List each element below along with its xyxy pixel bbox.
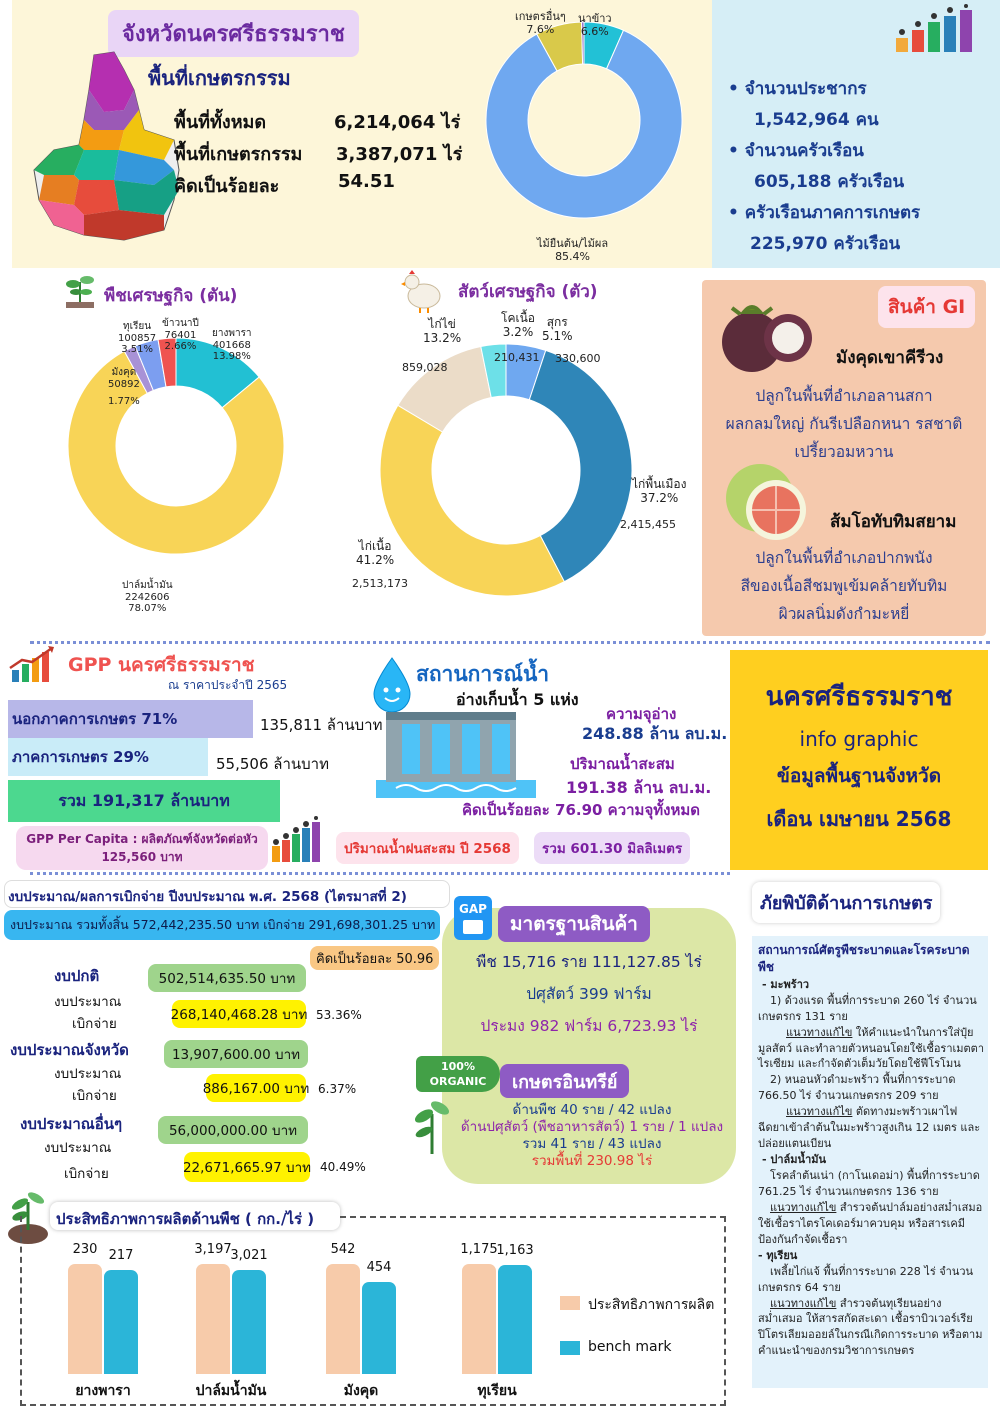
- info-box-line-1: info graphic: [799, 727, 919, 751]
- live-beef-label: [501, 312, 535, 340]
- bar-2-0: [326, 1264, 360, 1374]
- budget-group-3-budget-text: 56,000,000.00 บาท: [168, 1123, 298, 1139]
- gpp-agri-label: ภาคการเกษตร 29%: [12, 748, 149, 766]
- gi-item-1-line-2: ผลกลมใหญ่ กันรีเปลือกหนา รสชาติ: [725, 415, 963, 433]
- livestock-donut: [378, 342, 634, 598]
- live-broiler-value: 2,513,173: [352, 577, 408, 590]
- gpp-agri-value: 55,506 ล้านบาท: [216, 755, 329, 773]
- budget-group-2-budget: [164, 1040, 308, 1068]
- disaster-coconut-p2-text: ให้คำแนะนำในการใส่ปุ๋ยมูลสัตว์ และทำลายตัวหนอนโดยใช้เชื้อราเมตตาไรเซียม และกำจัดตัวเต็มวัยโดยใช้ฟีโรโมน: [758, 1025, 984, 1071]
- gpp-nonagri-label: นอกภาคการเกษตร 71%: [12, 710, 178, 728]
- land-other-pct: 7.6%: [526, 22, 555, 36]
- pomelo-icon: [712, 456, 822, 546]
- water-capacity-label: ความจุอ่าง: [606, 705, 677, 723]
- budget-group-1-spent: [172, 1000, 306, 1028]
- budget-group-2-spent-text: 886,167.00 บาท: [202, 1081, 310, 1097]
- disaster-coconut-p2-guide: แนวทางแก้ไข: [786, 1025, 853, 1039]
- organic-line-total: รวม 41 ราย / 43 แปลง: [522, 1136, 662, 1152]
- water-stored-label: ปริมาณน้ำสะสม: [570, 755, 675, 773]
- organic-title: [500, 1064, 629, 1098]
- disaster-coconut-p4-text: ตัดทางมะพร้าวเผาไฟฉีดยาเข้าลำต้นในมะพร้าวสูงเกิน 12 เมตร และปล่อยแตนเบียน: [758, 1105, 981, 1151]
- bar-3-0: [462, 1264, 496, 1374]
- gpp-per-capita-value: 125,560 บาท: [101, 850, 183, 864]
- gpp-per-capita-label: GPP Per Capita : ผลิตภัณฑ์จังหวัดต่อหัว: [26, 832, 258, 846]
- budget-group-1-spent-label: เบิกจ่าย: [72, 1016, 117, 1032]
- gi-item-2-line-3: ผิวผลนิ่มดังกำมะหยี่: [778, 605, 910, 623]
- standards-line-livestock: ปศุสัตว์ 399 ฟาร์ม: [526, 985, 652, 1003]
- category-label-1: ปาล์มน้ำมัน: [195, 1383, 267, 1399]
- bar-0-1: [104, 1270, 138, 1374]
- land-rice-label: [578, 13, 612, 38]
- crop-palm-name: ปาล์มน้ำมัน: [122, 580, 173, 591]
- legend-bench-label: bench mark: [588, 1339, 672, 1355]
- organic-line-plants: ด้านพืช 40 ราย / 42 แปลง: [512, 1102, 672, 1118]
- divider-2: [30, 872, 730, 875]
- gpp-subtitle: ณ ราคาประจำปี 2565: [168, 678, 288, 692]
- land-rice-name: นาข้าว: [578, 12, 612, 25]
- budget-group-3-name: งบประมาณอื่นๆ: [20, 1115, 123, 1133]
- gpp-total: รวม 191,317 ล้านบาท: [58, 790, 230, 810]
- crop-rubber-value: 401668: [212, 339, 251, 351]
- water-stored-percent: คิดเป็นร้อยละ 76.90 ความจุทั้งหมด: [462, 801, 700, 819]
- budget-group-1-spent-text: 268,140,468.28 บาท: [170, 1007, 308, 1023]
- agri-household-label-text: ครัวเรือนภาคการเกษตร: [744, 203, 921, 223]
- budget-group-2-spent: [202, 1074, 310, 1102]
- bar-0-0: [68, 1264, 102, 1374]
- bar-3-1: [498, 1265, 532, 1374]
- land-tree-label: [537, 238, 608, 263]
- budget-group-1-name: งบปกติ: [54, 967, 100, 985]
- budget-group-2-spent-label: เบิกจ่าย: [72, 1088, 117, 1104]
- live-layer-pct: 13.2%: [423, 330, 462, 345]
- gi-item-2-line-2: สีของเนื้อสีชมพูเข้มคล้ายทับทิม: [740, 577, 948, 595]
- standards-lines: [446, 946, 732, 1042]
- disaster-coconut-p1: 1) ด้วงแรด พื้นที่การระบาด 260 ไร่ จำนวนเกษตรกร 131 ราย: [758, 993, 977, 1023]
- gi-item-1-line-1: ปลูกในพื้นที่อำเภอลานสกา: [755, 387, 933, 405]
- budget-overall-percent-text: คิดเป็นร้อยละ 50.96: [316, 951, 434, 967]
- organic-lines: [452, 1102, 732, 1170]
- household-label-text: จำนวนครัวเรือน: [744, 141, 864, 161]
- budget-summary-text: งบประมาณ รวมทั้งสิ้น 572,442,235.50 บาท เบิกจ่าย 291,698,301.25 บาท: [10, 917, 436, 932]
- category-label-2: มังคุด: [343, 1383, 379, 1399]
- live-layer-label: [423, 318, 461, 346]
- disaster-palm-p2-guide: แนวทางแก้ไข: [770, 1200, 837, 1214]
- water-title: สถานการณ์น้ำ: [416, 662, 550, 686]
- crops-title: พืชเศรษฐกิจ (ตัน): [104, 286, 238, 306]
- dam-icon: [376, 710, 536, 800]
- budget-group-3-budget: [158, 1116, 308, 1144]
- live-native-pct: 37.2%: [640, 490, 679, 505]
- land-rice-pct: 6.6%: [580, 24, 609, 38]
- budget-group-2-budget-text: 13,907,600.00 บาท: [171, 1047, 301, 1063]
- live-pig-value: 330,600: [555, 352, 601, 365]
- budget-group-3-spent: [184, 1152, 310, 1182]
- population-label: • จำนวนประชากร: [728, 79, 867, 99]
- rain-label: [336, 832, 519, 864]
- bar-label-2-1: 454: [366, 1260, 392, 1275]
- efficiency-bars: [20, 1216, 550, 1406]
- efficiency-title: ประสิทธิภาพการผลิตด้านพืช ( กก./ไร่ ): [56, 1210, 315, 1228]
- live-pig-label: [542, 316, 573, 344]
- organic-badge: [416, 1056, 500, 1092]
- rain-value-text: รวม 601.30 มิลลิเมตร: [542, 841, 683, 857]
- budget-group-2-percent: 6.37%: [318, 1082, 357, 1096]
- crop-rice-name: ข้าวนาปี: [162, 318, 199, 329]
- bar-label-0-0: 230: [72, 1242, 98, 1257]
- budget-summary: [4, 910, 440, 940]
- crop-mangosteen-value: 50892: [108, 378, 140, 390]
- organic-line-livestock: ด้านปศุสัตว์ (พืชอาหารสัตว์) 1 ราย / 1 แปลง: [460, 1119, 724, 1135]
- budget-overall-percent: [310, 946, 439, 970]
- agri-household-label: • ครัวเรือนภาคการเกษตร: [728, 203, 921, 223]
- area-title: พื้นที่เกษตรกรรม: [148, 66, 291, 90]
- gi-item-1-name: มังคุดเขาคีรีวง: [836, 348, 944, 368]
- budget-group-2-name: งบประมาณจังหวัด: [10, 1041, 129, 1059]
- disaster-palm: - ปาล์มน้ำมัน: [762, 1153, 827, 1167]
- livestock-title: สัตว์เศรษฐกิจ (ตัว): [458, 282, 598, 302]
- budget-group-3-spent-label: เบิกจ่าย: [64, 1166, 109, 1182]
- water-stored-value: 191.38 ล้าน ลบ.ม.: [566, 778, 712, 797]
- organic-badge-1: 100%: [441, 1060, 475, 1073]
- bar-1-0: [196, 1264, 230, 1374]
- live-layer-name: ไก่ไข่: [428, 317, 456, 331]
- disaster-durian-p1: เพลี้ยไก่แจ้ พื้นที่การระบาด 228 ไร่ จำนวนเกษตรกร 64 ราย: [758, 1264, 974, 1294]
- household-value: 605,188 ครัวเรือน: [754, 172, 905, 192]
- crops-donut: [66, 336, 286, 556]
- growth-chart-icon: [8, 644, 58, 684]
- live-pig-pct: 5.1%: [542, 328, 573, 343]
- crop-mangosteen-name: มังคุด: [111, 367, 137, 378]
- gpp-total-bar: [8, 780, 280, 822]
- livestock-slice-2: [380, 405, 564, 596]
- bar-label-2-0: 542: [330, 1242, 356, 1257]
- organic-badge-2: ORGANIC: [429, 1075, 487, 1088]
- crop-rubber-label: [212, 328, 252, 363]
- crops-donut-svg: [66, 336, 286, 556]
- standards-title: [498, 906, 650, 942]
- livestock-donut-svg: [378, 342, 634, 598]
- disaster-coconut-p4-guide: แนวทางแก้ไข: [786, 1105, 853, 1119]
- standards-line-plants: พืช 15,716 ราย 111,127.85 ไร่: [476, 953, 702, 971]
- total-area-value: 6,214,064 ไร่: [334, 112, 461, 133]
- disaster-durian-p2: [758, 1296, 984, 1360]
- legend-actual-label: ประสิทธิภาพการผลิต: [588, 1297, 715, 1313]
- land-other-name: เกษตรอื่นๆ: [515, 10, 566, 23]
- bar-label-1-1: 3,021: [230, 1248, 268, 1263]
- land-use-donut: [484, 20, 684, 220]
- gap-badge-text: GAP: [459, 902, 487, 916]
- budget-group-1-budget-text: 502,514,635.50 บาท: [158, 971, 296, 987]
- rain-value: [534, 832, 690, 864]
- budget-group-1-percent: 53.36%: [316, 1008, 362, 1022]
- crop-durian-label: [118, 321, 156, 356]
- disaster-content: [758, 942, 984, 1359]
- agri-percent-value: 54.51: [338, 171, 395, 192]
- population-value: 1,542,964 คน: [754, 110, 879, 130]
- gpp-nonagri-bar: [8, 700, 253, 738]
- gpp-nonagri-value: 135,811 ล้านบาท: [260, 716, 383, 734]
- household-label: • จำนวนครัวเรือน: [728, 141, 864, 161]
- live-beef-pct: 3.2%: [502, 324, 534, 339]
- gi-item-2-desc: [706, 544, 982, 628]
- water-capacity-value: 248.88 ล้าน ลบ.ม.: [582, 724, 728, 743]
- bar-label-3-0: 1,175: [460, 1242, 498, 1257]
- bar-label-1-0: 3,197: [194, 1242, 232, 1257]
- crop-rice-value: 76401: [164, 329, 197, 341]
- live-beef-value: 210,431: [494, 351, 540, 364]
- gap-badge-lines: [463, 920, 483, 934]
- disaster-durian: - ทุเรียน: [758, 1248, 798, 1262]
- crop-rubber-name: ยางพารา: [212, 328, 252, 339]
- disaster-coconut-p4: [758, 1104, 984, 1152]
- chicken-icon: [400, 268, 446, 314]
- disaster-durian-p2-guide: แนวทางแก้ไข: [770, 1296, 837, 1310]
- water-drop-icon: [370, 656, 414, 714]
- live-native-label: [632, 478, 687, 506]
- land-tree-name: ไม้ยืนต้น/ไม้ผล: [537, 237, 609, 250]
- sprout-icon: [412, 1094, 452, 1154]
- disaster-coconut-p3: 2) หนอนหัวดำมะพร้าว พื้นที่การระบาด 766.50 ไร่ จำนวนเกษตรกร 209 ราย: [758, 1073, 956, 1103]
- gi-item-2-name: ส้มโอทับทิมสยาม: [830, 512, 957, 532]
- budget-group-1-budget-label: งบประมาณ: [54, 994, 122, 1010]
- info-box-line-3: เดือน เมษายน 2568: [766, 807, 952, 831]
- live-layer-value: 859,028: [402, 361, 448, 374]
- bar-1-1: [232, 1270, 266, 1374]
- gi-item-2-line-1: ปลูกในพื้นที่อำเภอปากพนัง: [755, 549, 933, 567]
- total-area-label: พื้นที่ทั้งหมด: [174, 112, 267, 133]
- crop-rice-pct: 2.66%: [164, 341, 197, 352]
- legend-bench-swatch: [560, 1341, 580, 1355]
- info-box-title: นครศรีธรรมราช: [765, 682, 953, 712]
- crop-palm-value: 2242606: [125, 591, 170, 603]
- plant-icon: [62, 270, 98, 310]
- land-use-donut-svg: [484, 20, 684, 220]
- crop-rice-label: [162, 318, 199, 353]
- gpp-title: GPP นครศรีธรรมราช: [68, 654, 255, 676]
- agri-percent-label: คิดเป็นร้อยละ: [174, 176, 280, 197]
- divider-1: [30, 641, 990, 644]
- budget-group-3-spent-text: 22,671,665.97 บาท: [182, 1160, 312, 1176]
- population-list: [728, 74, 988, 260]
- budget-group-1-budget: [148, 964, 306, 992]
- live-native-name: ไก่พื้นเมือง: [632, 477, 687, 491]
- land-other-label: [515, 11, 566, 36]
- live-broiler-label: [356, 540, 394, 568]
- budget-group-3-percent: 40.49%: [320, 1160, 366, 1174]
- crop-durian-value: 100857: [118, 332, 157, 344]
- water-reservoir: อ่างเก็บน้ำ 5 แห่ง: [456, 690, 579, 709]
- budget-group-3-budget-label: งบประมาณ: [44, 1140, 112, 1156]
- budget-group-2-budget-label: งบประมาณ: [54, 1066, 122, 1082]
- legend-actual-swatch: [560, 1296, 580, 1310]
- rain-label-text: ปริมาณน้ำฝนสะสม ปี 2568: [344, 841, 511, 857]
- category-label-0: ยางพารา: [75, 1383, 131, 1399]
- organic-line-area: รวมพื้นที่ 230.98 ไร่: [531, 1153, 653, 1169]
- gap-badge: [454, 896, 492, 940]
- category-label-3: ทุเรียน: [477, 1383, 517, 1399]
- info-box: [730, 650, 988, 870]
- crop-mangosteen-pct: 1.77%: [108, 396, 140, 407]
- standards-line-fishery: ประมง 982 ฟาร์ม 6,723.93 ไร่: [480, 1017, 698, 1035]
- disaster-durian-p2-text: สำรวจต้นทุเรียนอย่างสม่ำเสมอ ให้สารสกัดสะเดา เชื้อราบิวเวอร์เรีย ปิโตรเลียมออยล์ในกรณีเกิดการระบาด หรือตามคำแนะนำของกรมวิชาการเกษตร: [758, 1296, 983, 1358]
- crop-durian-pct: 3.51%: [121, 344, 153, 355]
- crop-palm-label: [122, 580, 173, 615]
- land-tree-pct: 85.4%: [555, 249, 591, 263]
- gi-item-1-line-3: เปรี้ยวอมหวาน: [794, 443, 894, 461]
- gpp-per-capita: [16, 826, 268, 870]
- disaster-heading: สถานการณ์ศัตรูพืชระบาดและโรคระบาดพืช: [758, 943, 970, 975]
- crop-durian-name: ทุเรียน: [123, 321, 152, 332]
- province-title: จังหวัดนครศรีธรรมราช: [108, 10, 359, 57]
- organic-title-text: เกษตรอินทรีย์: [512, 1071, 618, 1093]
- disaster-coconut: - มะพร้าว: [762, 977, 810, 991]
- disaster-palm-p2: [758, 1200, 984, 1248]
- crop-rubber-pct: 13.98%: [212, 351, 251, 362]
- bar-2-1: [362, 1282, 396, 1374]
- live-pig-name: สุกร: [546, 315, 568, 329]
- budget-title: งบประมาณ/ผลการเบิกจ่าย ปีงบประมาณ พ.ศ. 2568 (ไตรมาสที่ 2): [8, 889, 407, 905]
- mangosteen-icon: [712, 284, 818, 380]
- disaster-palm-p2-text: สำรวจต้นปาล์มอย่างสม่ำเสมอ ใช้เชื้อราไตรโคเดอร์มาควบคุม หรือสารเคมีป้องกันกำจัดเชื้อรา: [758, 1200, 983, 1246]
- crop-mangosteen-label: [108, 367, 140, 408]
- people-bar-icon: [270, 816, 322, 864]
- population-chart-icon: [892, 4, 976, 54]
- agri-household-value: 225,970 ครัวเรือน: [750, 234, 901, 254]
- disaster-palm-p1: โรคลำต้นเน่า (กาโนเดอม่า) พื้นที่การระบาด 761.25 ไร่ จำนวนเกษตรกร 136 ราย: [758, 1169, 980, 1198]
- gi-title: สินค้า GI: [878, 286, 975, 328]
- live-native-value: 2,415,455: [620, 518, 676, 531]
- agri-area-label: พื้นที่เกษตรกรรม: [174, 144, 303, 165]
- info-box-line-2: ข้อมูลพื้นฐานจังหวัด: [776, 765, 942, 787]
- disaster-title: ภัยพิบัติด้านการเกษตร: [752, 882, 940, 923]
- agri-area-value: 3,387,071 ไร่: [336, 144, 463, 165]
- gpp-agri-bar: [8, 738, 208, 776]
- bar-label-3-1: 1,163: [496, 1243, 534, 1258]
- gi-item-1-desc: [706, 382, 982, 466]
- live-broiler-pct: 41.2%: [356, 552, 395, 567]
- live-broiler-name: ไก่เนื้อ: [358, 539, 392, 553]
- crop-palm-pct: 78.07%: [128, 603, 167, 614]
- bar-label-0-1: 217: [108, 1248, 134, 1263]
- live-beef-name: โคเนื้อ: [501, 311, 535, 325]
- standards-title-text: มาตรฐานสินค้า: [510, 913, 638, 935]
- population-label-text: จำนวนประชากร: [744, 79, 867, 99]
- disaster-coconut-p2: [758, 1025, 984, 1073]
